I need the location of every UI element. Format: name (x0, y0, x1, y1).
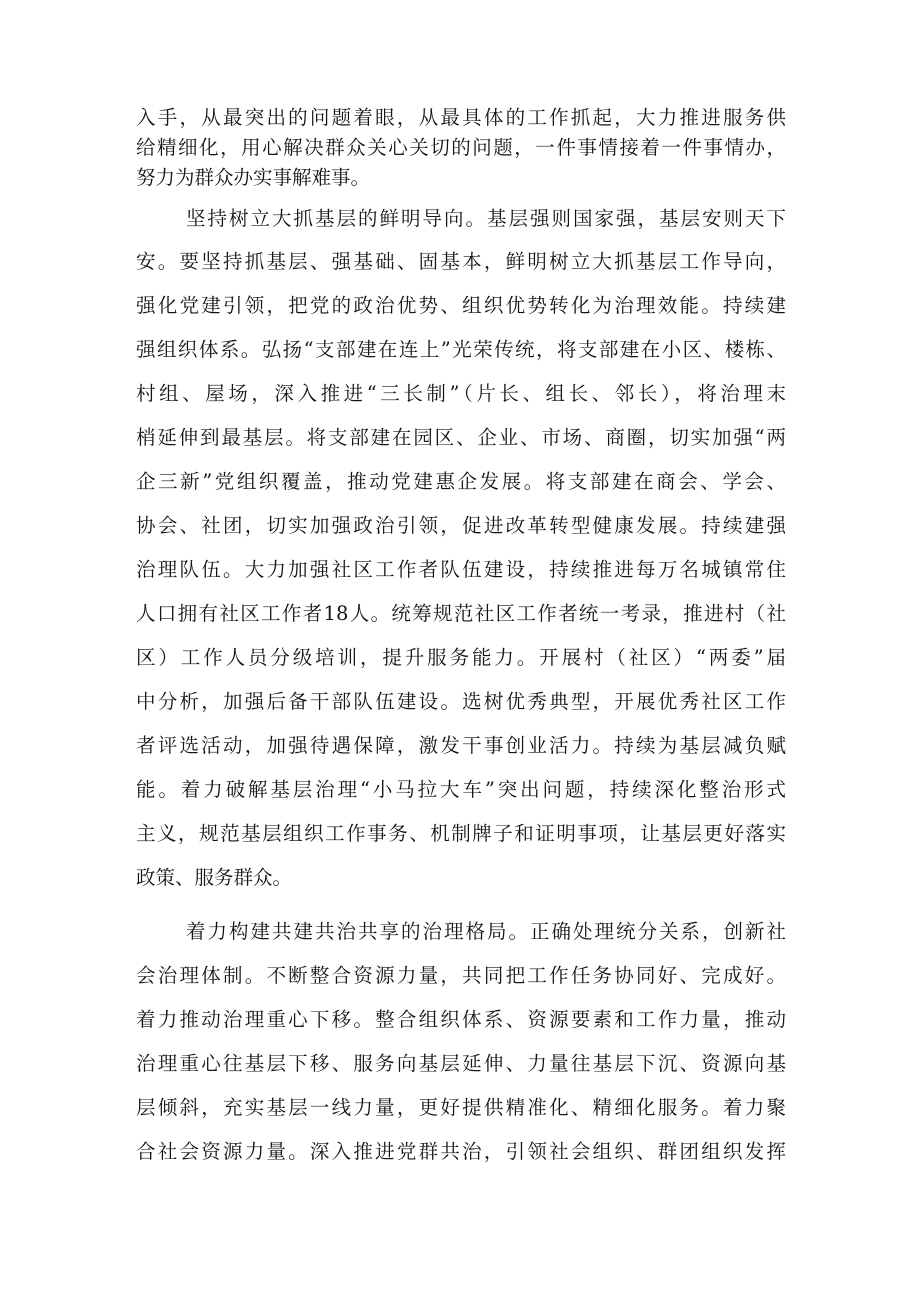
text-line: 治理重心往基层下移、服务向基层延伸、力量往基层下沉、资源向基 (136, 1052, 786, 1075)
text-line: 强化党建引领，把党的政治优势、组织优势转化为治理效能。持续建 (136, 294, 786, 317)
text-line: 区）工作人员分级培训，提升服务能力。开展村（社区）“两委”届 (136, 646, 786, 669)
text-line: 治理队伍。大力加强社区工作者队伍建设，持续推进每万名城镇常住 (136, 558, 786, 581)
text-line: 合社会资源力量。深入推进党群共治，引领社会组织、群团组织发挥 (136, 1140, 786, 1163)
text-line: 政策、服务群众。 (136, 866, 293, 889)
text-line: 企三新”党组织覆盖，推动党建惠企发展。将支部建在商会、学会、 (136, 470, 786, 493)
text-line: 入手，从最突出的问题着眼，从最具体的工作抓起，大力推进服务供 (136, 106, 786, 129)
text-line: 强组织体系。弘扬“支部建在连上”光荣传统，将支部建在小区、楼栋、 (136, 338, 786, 361)
text-line: 协会、社团，切实加强政治引领，促进改革转型健康发展。持续建强 (136, 514, 786, 537)
text-line: 能。着力破解基层治理“小马拉大车”突出问题，持续深化整治形式 (136, 778, 786, 801)
text-line: 会治理体制。不断整合资源力量，共同把工作任务协同好、完成好。 (136, 964, 786, 987)
text-line: 梢延伸到最基层。将支部建在园区、企业、市场、商圈，切实加强“两 (136, 426, 786, 449)
text-line: 者评选活动，加强待遇保障，激发干事创业活力。持续为基层减负赋 (136, 734, 786, 757)
text-line: 坚持树立大抓基层的鲜明导向。基层强则国家强，基层安则天下 (186, 207, 786, 230)
text-line: 主义，规范基层组织工作事务、机制牌子和证明事项，让基层更好落实 (136, 822, 786, 845)
text-line: 着力构建共建共治共享的治理格局。正确处理统分关系，创新社 (186, 920, 786, 943)
text-line: 层倾斜，充实基层一线力量，更好提供精准化、精细化服务。着力聚 (136, 1096, 786, 1119)
text-line: 安。要坚持抓基层、强基础、固基本，鲜明树立大抓基层工作导向， (136, 250, 786, 273)
text-line: 着力推动治理重心下移。整合组织体系、资源要素和工作力量，推动 (136, 1008, 786, 1031)
text-line: 努力为群众办实事解难事。 (136, 166, 371, 189)
text-line: 村组、屋场，深入推进“三长制”（片长、组长、邻长），将治理末 (136, 382, 786, 405)
text-line: 给精细化，用心解决群众关心关切的问题，一件事情接着一件事情办， (136, 136, 786, 159)
text-line: 中分析，加强后备干部队伍建设。选树优秀典型，开展优秀社区工作 (136, 690, 786, 713)
text-line: 人口拥有社区工作者18人。统筹规范社区工作者统一考录，推进村（社 (136, 602, 786, 625)
